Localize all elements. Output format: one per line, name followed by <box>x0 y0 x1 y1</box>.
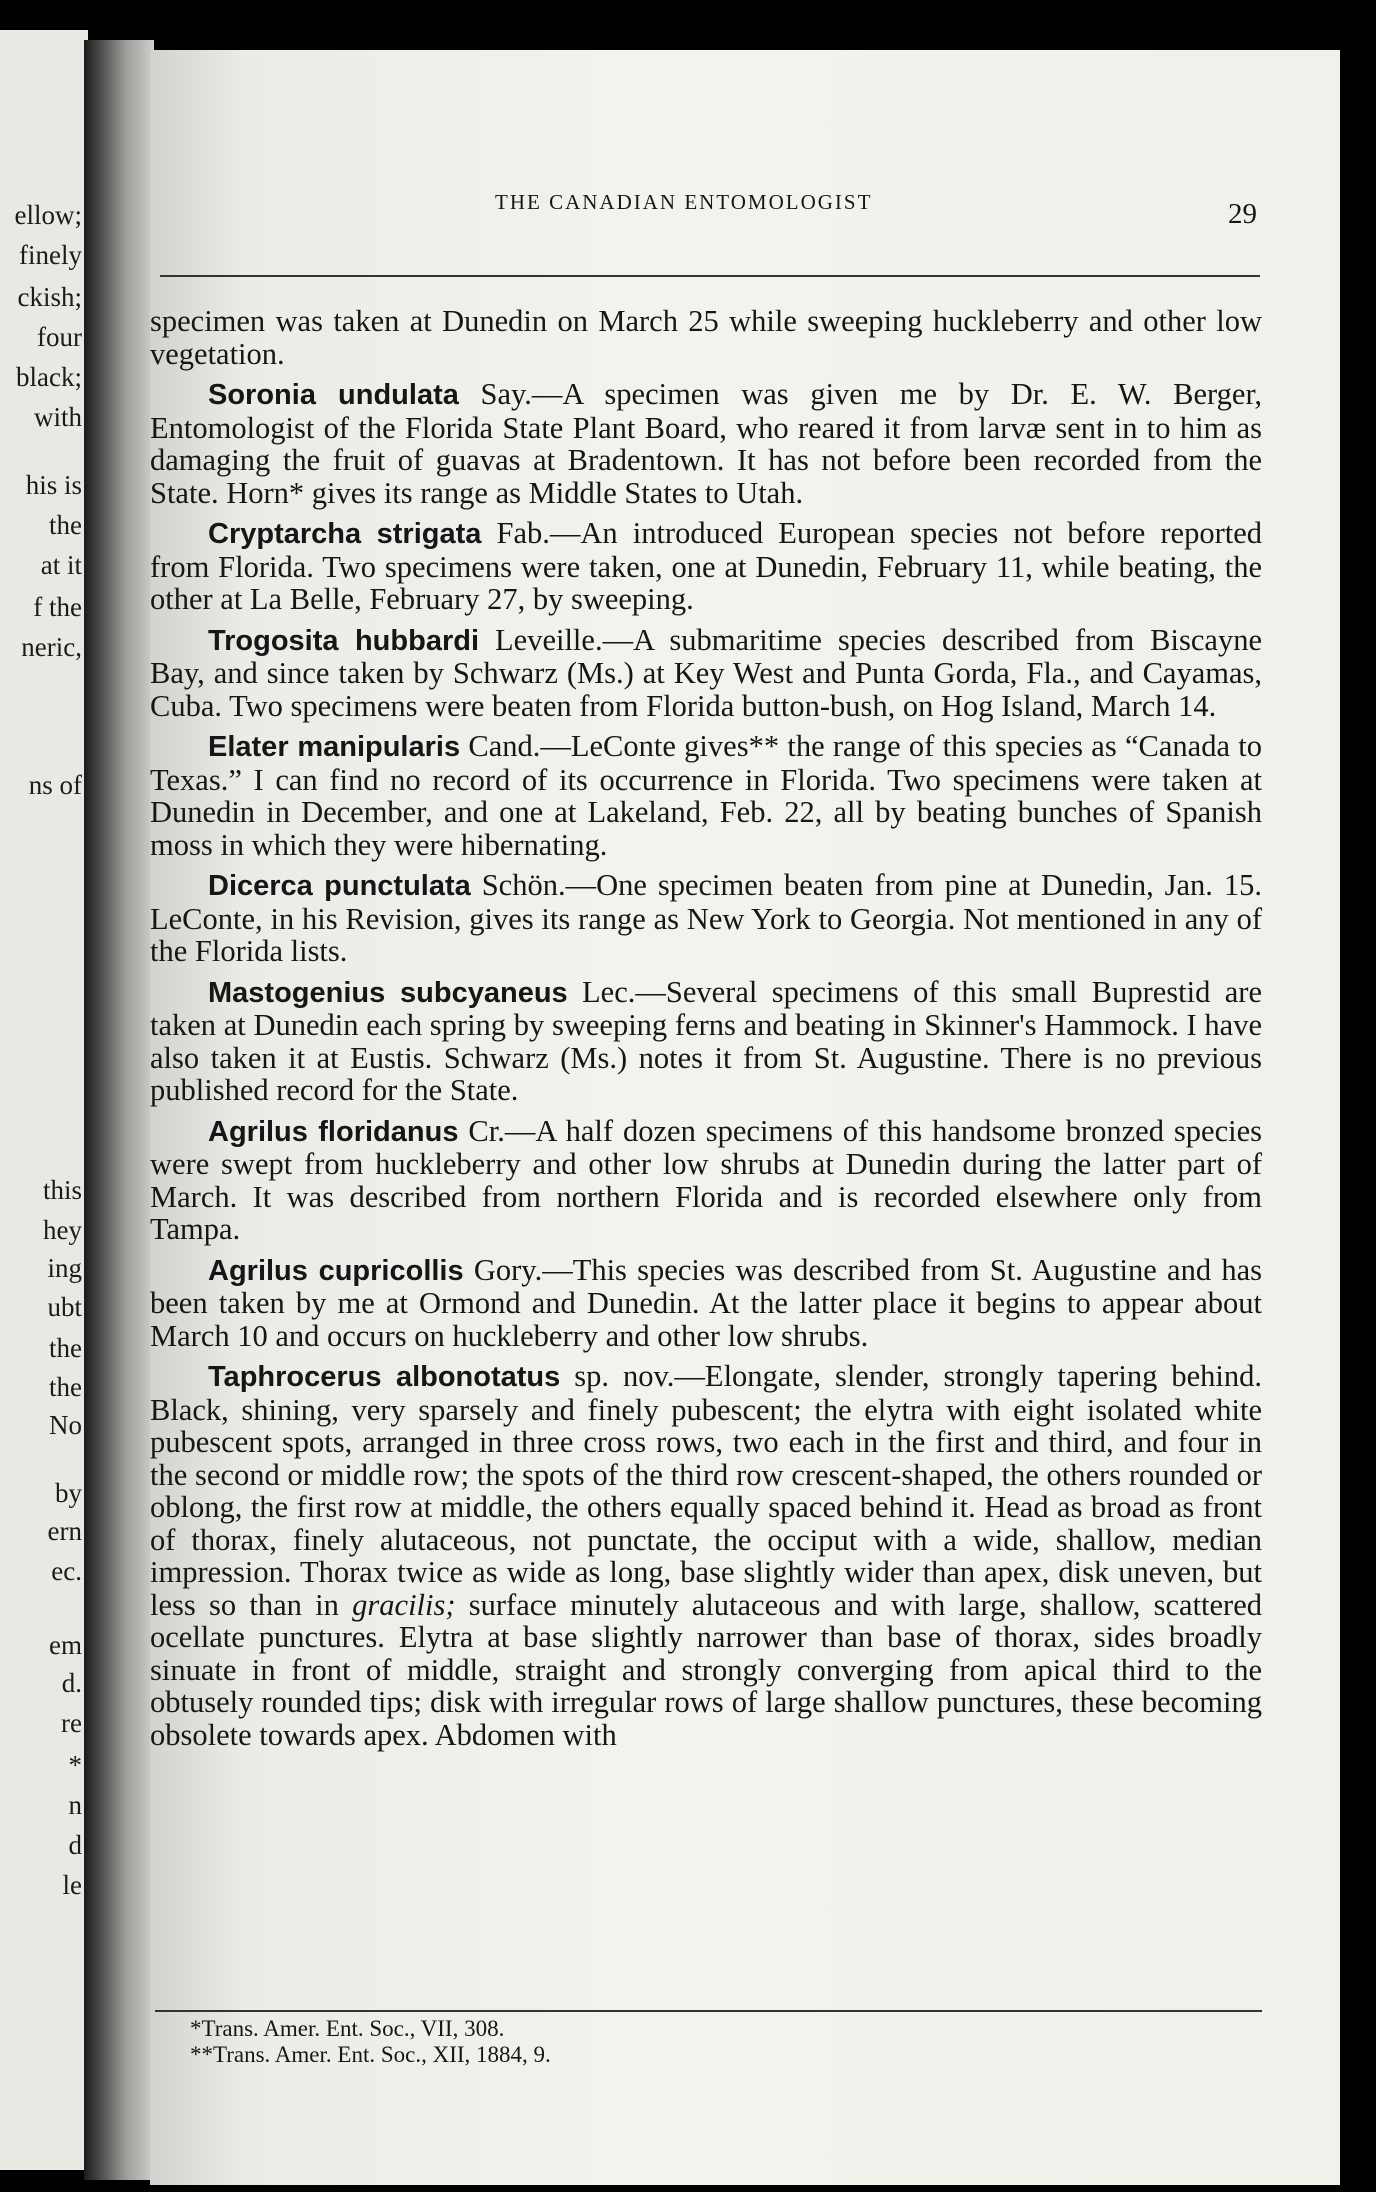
facing-page-fragment: em <box>49 1630 82 1660</box>
page-number: 29 <box>1228 198 1257 230</box>
header-rule <box>160 275 1260 277</box>
facing-page-fragment: this <box>42 1175 82 1205</box>
paragraph <box>150 1254 1262 1353</box>
facing-page-fragment: ec. <box>51 1556 82 1586</box>
species-name: Agrilus floridanus <box>208 1115 459 1148</box>
facing-page-fragment: d <box>68 1830 82 1860</box>
paragraph-text: Lec.—Several specimens of this small Buprestid are taken at Dunedin each spring by sweeping ferns and beating in Skinner's Hammock. I have also taken it at Eustis. Schwarz (Ms.) notes it from St. Augustine. There is no previous published record for the State. <box>150 974 1262 1107</box>
facing-page-fragment: ckish; <box>17 282 82 312</box>
paragraph <box>150 1115 1262 1246</box>
species-name: Soronia undulata <box>208 379 459 411</box>
species-name: Cryptarcha strigata <box>208 518 482 550</box>
species-name: Dicerca punctulata <box>208 870 471 902</box>
facing-page-edge <box>0 30 88 2170</box>
species-name: Mastogenius subcyaneus <box>208 976 568 1009</box>
facing-page-fragment: le <box>62 1870 82 1900</box>
running-head: THE CANADIAN ENTOMOLOGIST <box>495 190 873 214</box>
facing-page-fragment: neric, <box>21 632 82 662</box>
paragraph <box>150 517 1262 616</box>
paragraph-text: Fab.—An introduced European species not before reported from Florida. Two specimens were taken, one at Dunedin, February 11, while beating, the other at La Belle, February 27, by sweeping. <box>150 516 1262 616</box>
paragraph <box>150 1360 1262 1751</box>
paragraph <box>150 869 1262 968</box>
paragraph <box>150 624 1262 723</box>
facing-page-fragment: ubt <box>47 1292 82 1322</box>
facing-page-fragment: black; <box>16 362 82 392</box>
paragraph-text: Schön.—One specimen beaten from pine at Dunedin, Jan. 15. LeConte, in his Revision, gives its range as New York to Georgia. Not mentioned in any of the Florida lists. <box>150 868 1262 968</box>
paragraph-text: Leveille.—A submaritime species described from Biscayne Bay, and since taken by Schwarz (Ms.) at Key West and Punta Gorda, Fla., and Cayamas, Cuba. Two specimens were beaten from Florida button-bush, on Hog Island, March 14. <box>150 622 1262 723</box>
facing-page-fragment: ern <box>47 1516 82 1546</box>
footnotes <box>190 2016 551 2068</box>
footnote: *Trans. Amer. Ent. Soc., VII, 308. <box>190 2016 505 2041</box>
facing-page-fragment: ns of <box>28 770 82 800</box>
paragraph <box>150 305 1262 370</box>
facing-page-fragment: d. <box>61 1668 82 1698</box>
paragraph-text: Say.—A specimen was given me by Dr. E. W. Berger, Entomologist of the Florida State Plant Board, who reared it from larvæ sent in to him as damaging the fruit of guavas at Bradentown. It has not before been recorded from the State. Horn* gives its range as Middle States to Utah. <box>150 377 1263 510</box>
paragraph-text: surface minutely alutaceous and with large, shallow, scattered ocellate punctures. Elytra at base slightly narrower than base of thorax, sides broadly sinuate in front of middle, straight and strongly converging from apical third to the obtusely rounded tips; disk with irregular rows of large shallow punctures, these becoming obsolete towards apex. Abdomen with <box>150 1587 1262 1752</box>
book-gutter <box>84 40 154 2180</box>
facing-page-fragment: No <box>49 1410 82 1440</box>
facing-page-fragment: the <box>49 1333 82 1363</box>
footnote: **Trans. Amer. Ent. Soc., XII, 1884, 9. <box>190 2042 551 2067</box>
paragraph-text: sp. nov.—Elongate, slender, strongly tapering behind. Black, shining, very sparsely and finely pubescent; the elytra with eight isolated white pubescent spots, arranged in three cross rows, two each in the first and third, and four in the second or middle row; the spots of the third row crescent-shaped, the others rounded or oblong, the first row at middle, the others equally spaced behind it. Head as broad as front of thorax, finely alutaceous, not punctate, the occiput with a wide, shallow, median impression. Thorax twice as wide as long, base slightly wider than apex, disk uneven, but less so than in <box>150 1359 1263 1622</box>
page-header <box>150 190 1260 250</box>
facing-page-fragment: at it <box>40 550 82 580</box>
paragraph <box>150 730 1262 861</box>
body-text <box>150 305 1262 1759</box>
facing-page-fragment: with <box>33 402 82 432</box>
facing-page-fragment: the <box>49 1372 82 1402</box>
footnote-rule <box>155 2010 1262 2012</box>
facing-page-fragment: the <box>49 510 82 540</box>
paragraph-text: Cand.—LeConte gives** the range of this species as “Canada to Texas.” I can find no record of its occurrence in Florida. Two specimens were taken at Dunedin in December, and one at Lakeland, Feb. 22, all by beating bunches of Spanish moss in which they were hibernating. <box>150 729 1262 862</box>
paragraph <box>150 378 1262 509</box>
facing-page-fragment: re <box>61 1708 82 1738</box>
paragraph-text: specimen was taken at Dunedin on March 25 while sweeping huckleberry and other low vegetation. <box>150 304 1262 371</box>
facing-page-fragment: four <box>37 322 82 352</box>
species-name: Agrilus cupricollis <box>208 1254 464 1287</box>
facing-page-fragment: n <box>68 1790 82 1820</box>
facing-page-fragment: hey <box>43 1215 82 1245</box>
paragraph <box>150 976 1262 1107</box>
italic-term: gracilis; <box>352 1587 456 1622</box>
facing-page-fragment: finely <box>19 240 82 270</box>
page <box>150 50 1340 2185</box>
species-name: Elater manipularis <box>208 731 461 763</box>
facing-page-fragment: ing <box>47 1253 82 1283</box>
facing-page-fragment: f the <box>33 592 82 622</box>
paragraph-text: Gory.—This species was described from St. Augustine and has been taken by me at Ormond and Dunedin. At the latter place it begins to appear about March 10 and occurs on huckleberry and other low shrubs. <box>150 1252 1262 1353</box>
species-name: Trogosita hubbardi <box>208 624 480 657</box>
facing-page-fragment: ellow; <box>14 200 82 230</box>
facing-page-fragment: his is <box>25 470 82 500</box>
facing-page-fragment: * <box>68 1750 82 1780</box>
species-name: Taphrocerus albonotatus <box>208 1361 561 1393</box>
facing-page-fragment: by <box>55 1478 82 1508</box>
paragraph-text: Cr.—A half dozen specimens of this handsome bronzed species were swept from huckleberry and other low shrubs at Dunedin during the latter part of March. It was described from northern Florida and is recorded elsewhere only from Tampa. <box>150 1113 1262 1246</box>
